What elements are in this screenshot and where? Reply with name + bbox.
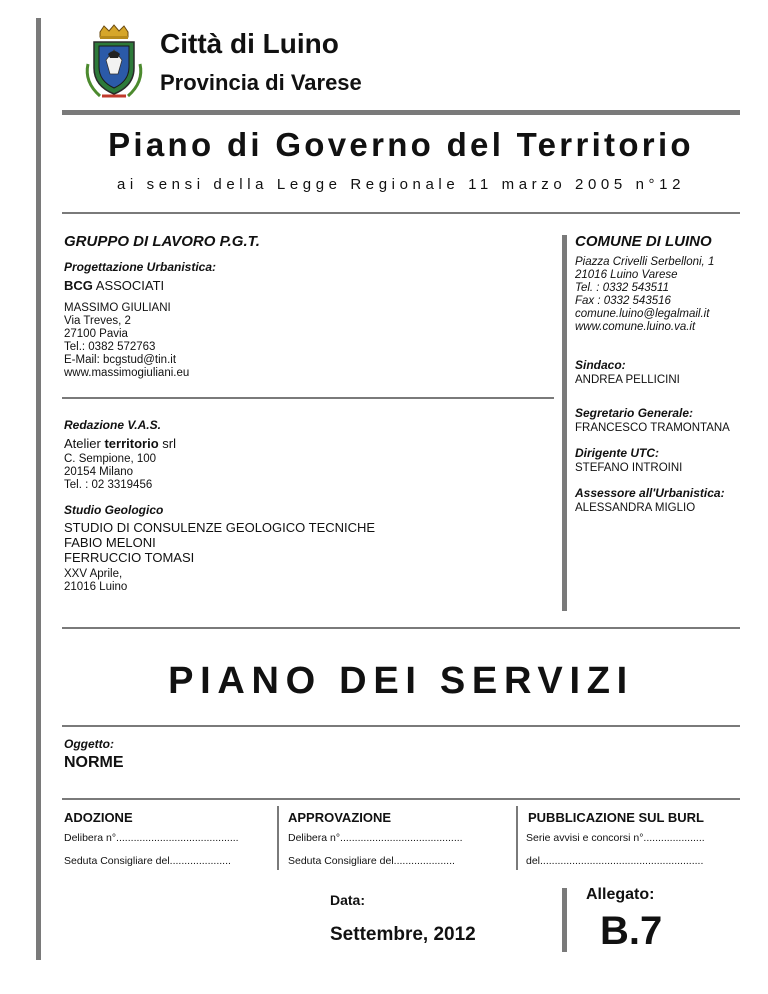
municipality-line: Fax : 0332 543516 — [575, 295, 671, 307]
bcg-contact — [64, 302, 189, 380]
subject-value: NORME — [64, 754, 124, 771]
left-margin-bar — [36, 18, 41, 960]
municipality-contact — [575, 256, 714, 334]
role-label-secretary: Segretario Generale: — [575, 406, 694, 420]
urban-planning-label: Progettazione Urbanistica: — [64, 260, 217, 274]
plan-subtitle: ai sensi della Legge Regionale 11 marzo 2005 n°12 — [116, 176, 686, 193]
municipality-line: 21016 Luino Varese — [575, 269, 678, 281]
table-header-approval: APPROVAZIONE — [288, 810, 392, 825]
bcg-line: 27100 Pavia — [64, 328, 128, 340]
table-cell: Seduta Consigliare del..................... — [288, 855, 455, 867]
table-cell: Delibera n°.......................................... — [64, 832, 239, 844]
role-label-mayor: Sindaco: — [575, 358, 626, 372]
table-col-separator — [277, 806, 279, 870]
geology-line: STUDIO DI CONSULENZE GEOLOGICO TECNICHE — [64, 520, 376, 535]
role-name-mayor: ANDREA PELLICINI — [575, 374, 680, 386]
vas-line: Tel. : 02 3319456 — [64, 479, 153, 491]
municipality-line: comune.luino@legalmail.it — [575, 308, 710, 320]
role-label-director: Dirigente UTC: — [575, 446, 659, 460]
vas-label: Redazione V.A.S. — [64, 418, 161, 432]
municipality-line: Tel. : 0332 543511 — [575, 282, 669, 294]
municipality-line: www.comune.luino.va.it — [575, 321, 696, 333]
table-cell: Delibera n°.......................................... — [288, 832, 463, 844]
bcg-line: www.massimogiuliani.eu — [64, 367, 190, 379]
atelier-post: srl — [158, 436, 176, 451]
section-divider-oggetto — [62, 725, 740, 727]
geology-line: FABIO MELONI — [64, 535, 156, 550]
atelier-pre: Atelier — [64, 436, 105, 451]
vas-contact — [64, 453, 156, 492]
table-cell: del........................................................ — [526, 855, 704, 867]
geology-address — [64, 568, 127, 594]
bcg-bold: BCG — [64, 278, 93, 293]
header-divider — [62, 110, 740, 115]
coat-of-arms-logo — [82, 24, 146, 102]
role-name-councillor: ALESSANDRA MIGLIO — [575, 502, 696, 514]
bcg-rest: ASSOCIATI — [92, 278, 165, 293]
table-header-adoption: ADOZIONE — [64, 810, 133, 825]
footer-separator — [562, 888, 567, 952]
bcg-line: Via Treves, 2 — [64, 315, 131, 327]
table-cell: Seduta Consigliare del..................... — [64, 855, 231, 867]
attachment-label: Allegato: — [586, 886, 655, 903]
role-name-director: STEFANO INTROINI — [575, 462, 683, 474]
bcg-line: MASSIMO GIULIANI — [64, 302, 171, 314]
subject-label: Oggetto: — [64, 737, 114, 751]
bcg-line: Tel.: 0382 572763 — [64, 341, 156, 353]
geology-firm — [64, 520, 375, 565]
vas-line: C. Sempione, 100 — [64, 453, 157, 465]
table-col-separator — [516, 806, 518, 870]
column-separator — [562, 235, 567, 611]
table-cell: Serie avvisi e concorsi n°..................... — [526, 832, 705, 844]
bcg-firm-name — [64, 278, 164, 293]
date-label: Data: — [330, 892, 366, 908]
geology-addr-line: XXV Aprile, — [64, 568, 123, 580]
section-divider-table — [62, 798, 740, 800]
geology-label: Studio Geologico — [64, 503, 164, 517]
plan-main-title: Piano di Governo del Territorio — [108, 126, 694, 163]
attachment-code: B.7 — [600, 909, 663, 953]
role-name-secretary: FRANCESCO TRAMONTANA — [575, 422, 730, 434]
municipality-line: Piazza Crivelli Serbelloni, 1 — [575, 256, 715, 268]
atelier-firm-name — [64, 436, 176, 451]
plan-name: PIANO DEI SERVIZI — [168, 660, 634, 702]
atelier-bold: territorio — [104, 436, 159, 451]
vas-line: 20154 Milano — [64, 466, 134, 478]
bcg-line: E-Mail: bcgstud@tin.it — [64, 354, 177, 366]
section-divider-mid — [62, 627, 740, 629]
city-name: Città di Luino — [160, 28, 339, 59]
role-label-councillor: Assessore all'Urbanistica: — [575, 486, 725, 500]
date-value: Settembre, 2012 — [330, 924, 476, 945]
geology-addr-line: 21016 Luino — [64, 581, 128, 593]
left-divider — [62, 397, 554, 399]
geology-line: FERRUCCIO TOMASI — [64, 550, 195, 565]
province-name: Provincia di Varese — [160, 70, 362, 95]
table-header-publication: PUBBLICAZIONE SUL BURL — [528, 810, 704, 825]
section-divider-top — [62, 212, 740, 214]
municipality-title: COMUNE DI LUINO — [575, 233, 712, 250]
work-group-title: GRUPPO DI LAVORO P.G.T. — [64, 233, 260, 250]
